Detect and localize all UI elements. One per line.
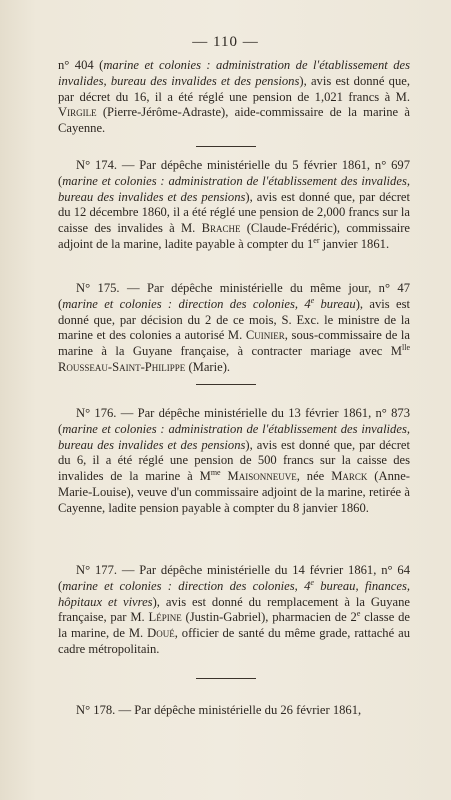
entry-text: N° 176. — Par dépêche ministérielle du 13 février 1861, n° 873 (marine et colonies : administration de l'établissement des invalides, bureau des invalides et des pensions), avis est donné que, par décret du 6, il a été réglé une pension de 500 francs sur la caisse des invalides de la marine à $M^{me}$ Maisonneuve, née Marck (Anne-Marie-Louise), veuve d'un commissaire adjoint de la marine, retirée à Cayenne, ladite pension payable à compter du 8 janvier 1860.	[58, 406, 410, 515]
separator-rule	[196, 384, 256, 385]
entry-text: N° 178. — Par dépêche ministérielle du 26 février 1861,	[76, 703, 362, 717]
page-number: — 110 —	[192, 34, 259, 50]
entry-text: N° 177. — Par dépêche ministérielle du 14 février 1861, n° 64 (marine et colonies : direction des colonies, 4e bureau, finances, hôpitaux et vivres), avis est donné du remplacement à la Guyane française, par M. Lépine (Justin-Gabriel), pharmacien de 2e classe de la marine, de M. Doué, officier de santé du même grade, rattaché au cadre métropolitain.	[58, 563, 410, 656]
entry-175	[58, 281, 410, 376]
entry-176	[58, 406, 410, 517]
entry-178	[58, 703, 410, 719]
entry-text: N° 175. — Par dépêche ministérielle du même jour, n° 47 (marine et colonies : direction des colonies, 4e bureau), avis est donné que, par décision du 2 de ce mois, S. Exc. le ministre de la marine et des colonies a autorisé M. Cuinier, sous-commissaire de la marine à la Guyane française, à contracter mariage avec $M^{lle}$ Rousseau-Saint-Philippe (Marie).	[58, 281, 411, 374]
entry-text: n° 404 (marine et colonies : administration de l'établissement des invalides, bureau des invalides et des pensions), avis est donné que, par décret du 16, il a été réglé une pension de 1,021 francs à M. Virgile (Pierre-Jérôme-Adraste), aide-commissaire de la marine à Cayenne.	[58, 58, 411, 136]
entry-continuation	[58, 58, 410, 137]
separator-rule	[196, 678, 256, 679]
entry-174	[58, 158, 410, 253]
separator-rule	[196, 146, 256, 147]
entry-177	[58, 563, 410, 658]
entry-text: N° 174. — Par dépêche ministérielle du 5 février 1861, n° 697 (marine et colonies : administration de l'établissement des invalides, bureau des invalides et des pensions), avis est donné que, par décret du 12 décembre 1860, il a été réglé une pension de 2,000 francs sur la caisse des invalides à M. Brache (Claude-Frédéric), commissaire adjoint de la marine, ladite payable à compter du 1er janvier 1861.	[58, 158, 410, 251]
